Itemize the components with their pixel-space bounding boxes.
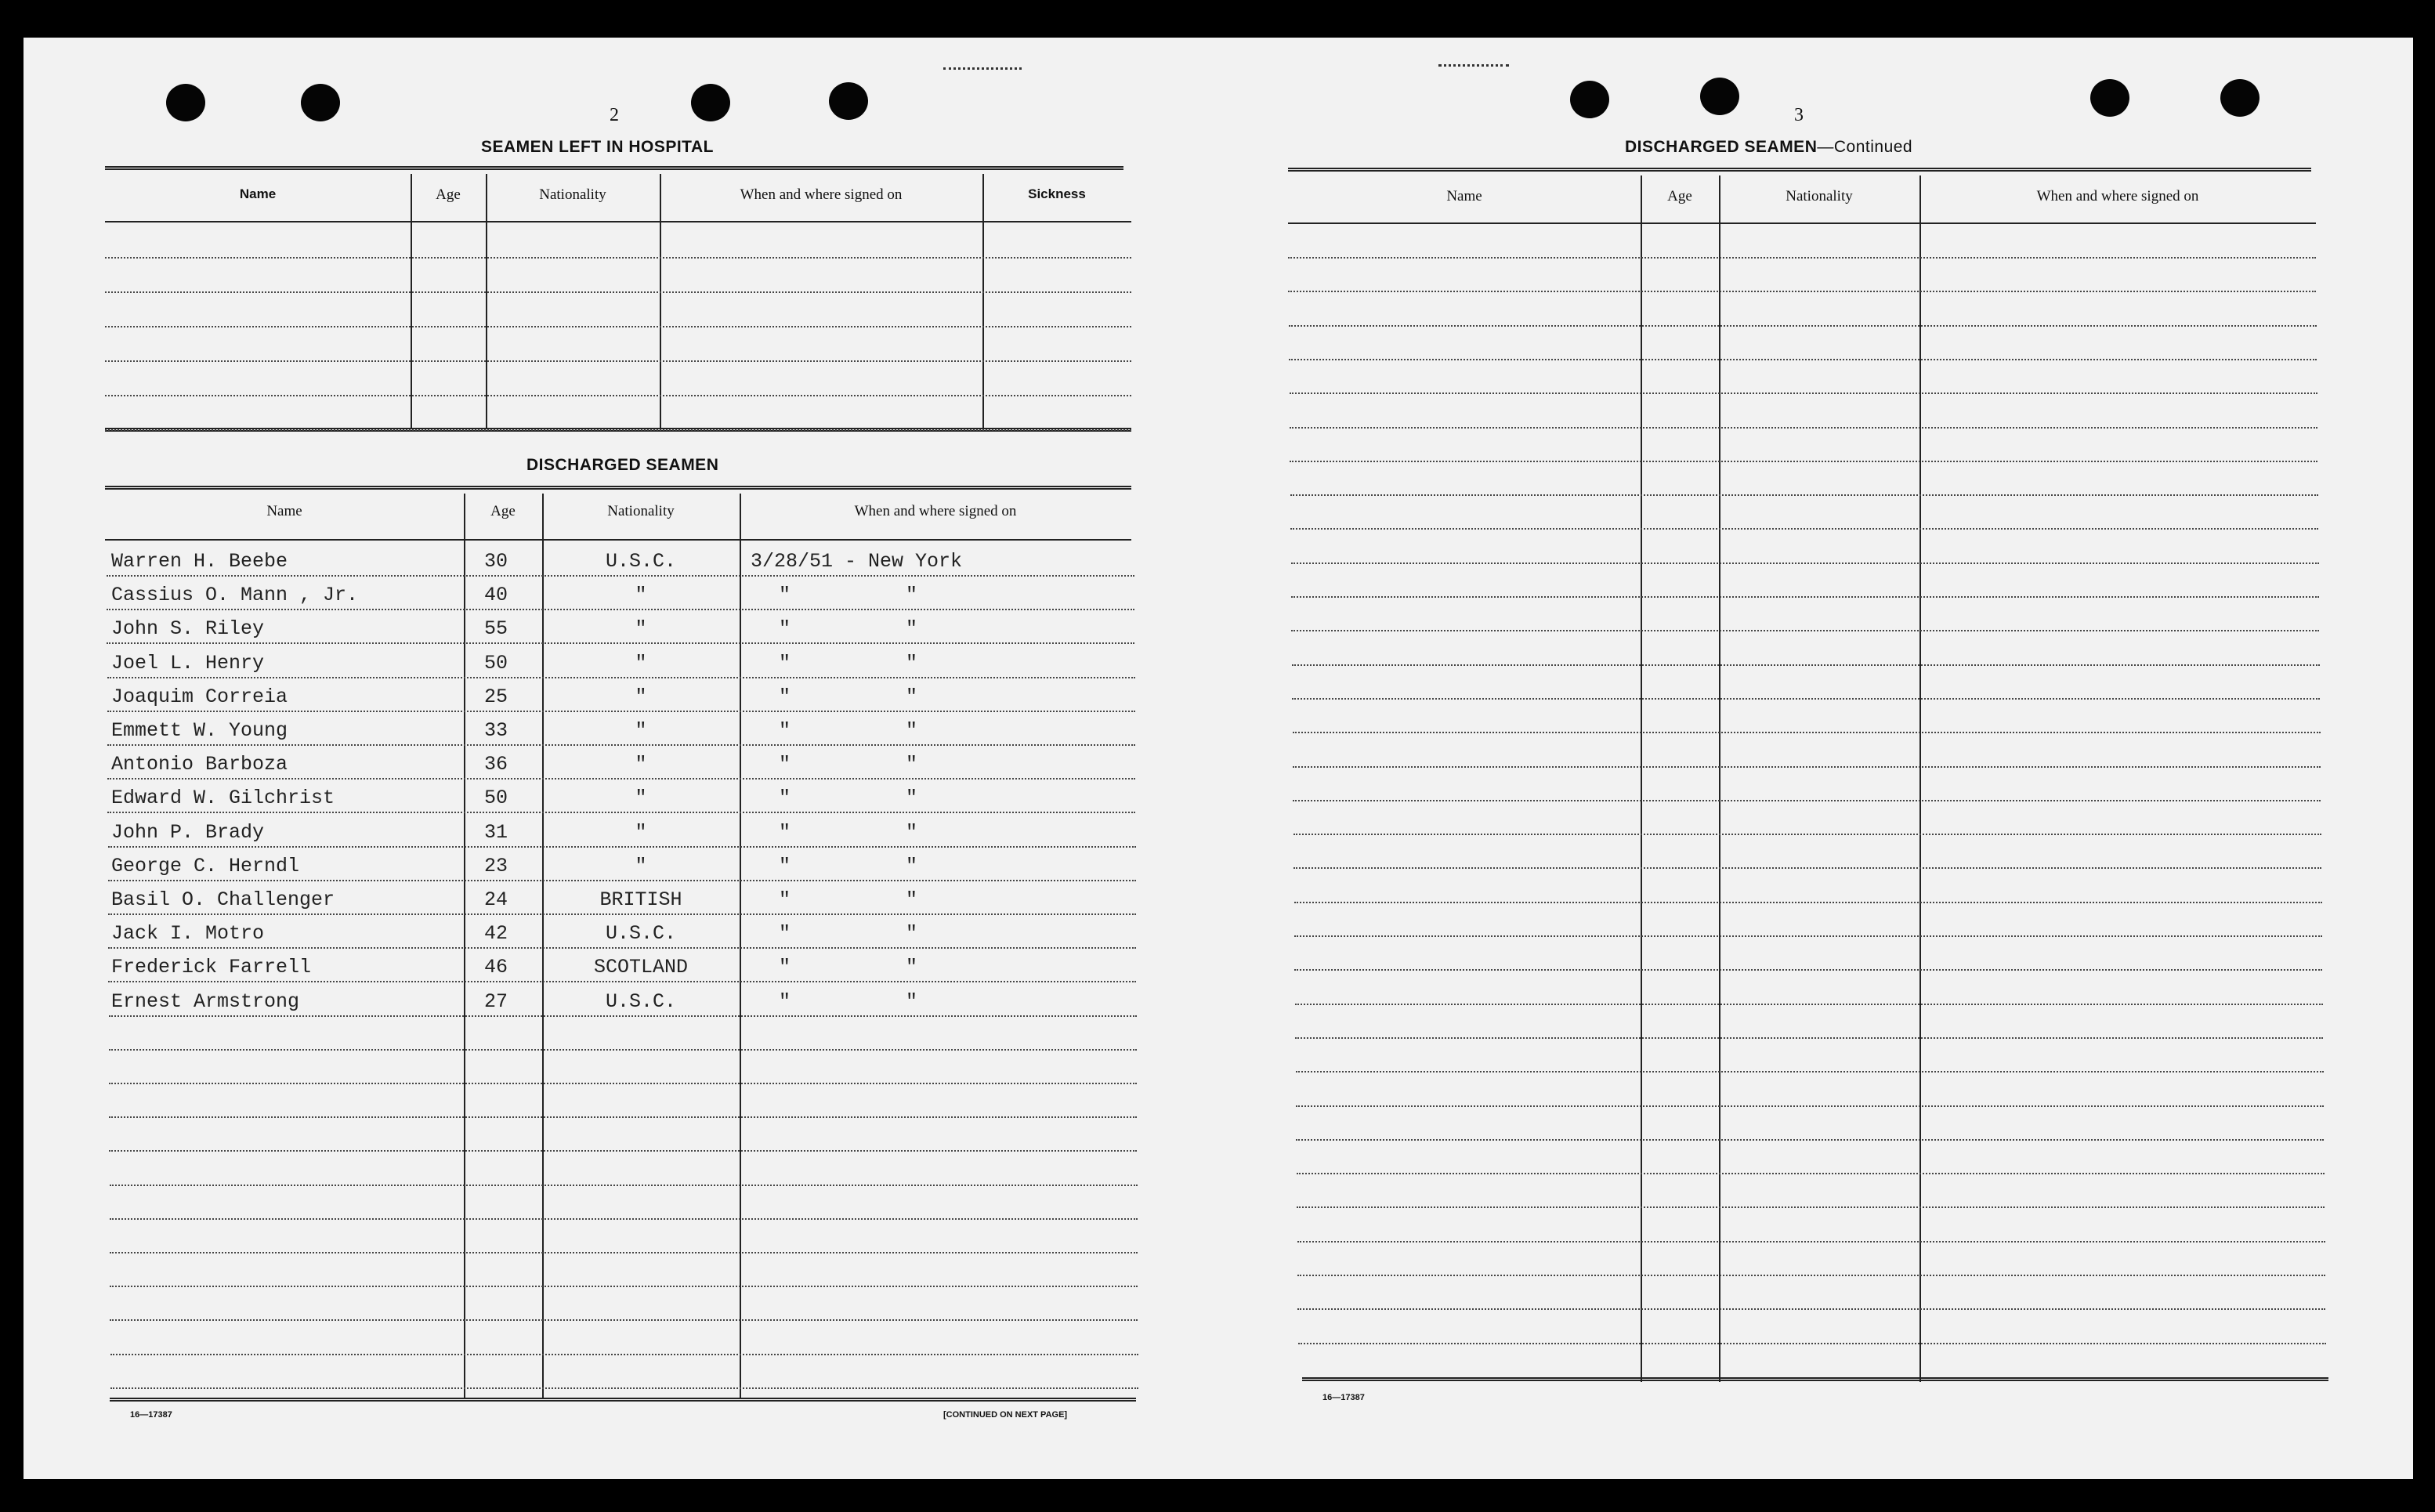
column-header-age: Age	[1667, 188, 1692, 204]
cell-date: "	[779, 685, 791, 708]
scan-mark	[1438, 64, 1509, 67]
cell-name: John S. Riley	[111, 617, 265, 640]
cell-name: Ernest Armstrong	[111, 990, 300, 1013]
cell-age: 23	[484, 855, 508, 877]
row-rule	[110, 1218, 1138, 1220]
column-divider	[464, 494, 465, 1398]
column-header-name: Name	[266, 503, 302, 519]
cell-date: "	[779, 584, 791, 606]
cell-place: "	[906, 617, 918, 640]
header-rule	[105, 539, 1131, 541]
row-rule	[110, 1252, 1138, 1253]
section-title-suffix: —Continued	[1817, 138, 1913, 156]
punch-hole	[166, 84, 205, 121]
row-rule	[105, 395, 1131, 396]
cell-nationality: "	[635, 753, 647, 776]
cell-name: George C. Herndl	[111, 855, 300, 877]
cell-date: "	[779, 888, 791, 911]
row-rule	[107, 744, 1135, 746]
row-rule	[1290, 461, 2317, 462]
row-rule	[110, 1319, 1138, 1321]
punch-hole	[829, 82, 868, 120]
row-rule	[109, 1049, 1137, 1051]
hospital-section-title: SEAMEN LEFT IN HOSPITAL	[481, 138, 714, 156]
column-header-nationality: Nationality	[607, 503, 675, 519]
cell-date: "	[779, 821, 791, 844]
row-rule	[1292, 698, 2320, 700]
cell-nationality: "	[635, 821, 647, 844]
row-rule	[1295, 1037, 2323, 1039]
row-rule	[1298, 1343, 2326, 1344]
cell-name: Basil O. Challenger	[111, 888, 335, 911]
punch-hole	[301, 84, 340, 121]
row-rule	[1297, 1275, 2325, 1276]
row-rule	[1293, 766, 2321, 768]
cell-name: Warren H. Beebe	[111, 550, 288, 573]
row-rule	[107, 711, 1135, 712]
cell-place: "	[906, 584, 918, 606]
row-rule	[109, 1083, 1137, 1084]
cell-date: "	[779, 990, 791, 1013]
row-rule	[1290, 494, 2318, 496]
cell-nationality: "	[635, 685, 647, 708]
row-rule	[1289, 359, 2317, 360]
cell-age: 40	[484, 584, 508, 606]
row-rule	[105, 429, 1131, 431]
column-divider	[1719, 175, 1720, 1382]
cell-name: Edward W. Gilchrist	[111, 787, 335, 809]
page-number: 2	[610, 105, 619, 125]
table-top-rule	[105, 166, 1123, 170]
column-divider	[1919, 175, 1921, 1382]
section-title-text: DISCHARGED SEAMEN	[1625, 138, 1818, 156]
row-rule	[1293, 732, 2321, 733]
cell-nationality: "	[635, 719, 647, 742]
row-rule	[105, 360, 1131, 362]
cell-place: "	[906, 685, 918, 708]
column-divider	[740, 494, 741, 1398]
row-rule	[1296, 1071, 2324, 1073]
row-rule	[1293, 834, 2321, 835]
cell-date: "	[779, 855, 791, 877]
row-rule	[109, 1015, 1137, 1017]
row-rule	[105, 257, 1131, 259]
column-header-age: Age	[436, 186, 461, 203]
cell-age: 33	[484, 719, 508, 742]
row-rule	[1289, 325, 2317, 327]
continued-section-title	[1625, 138, 1912, 157]
cell-name: Emmett W. Young	[111, 719, 288, 742]
column-header-nationality: Nationality	[539, 186, 606, 203]
cell-date: "	[779, 719, 791, 742]
row-rule	[1294, 935, 2322, 937]
cell-place: "	[906, 753, 918, 776]
row-rule	[107, 642, 1134, 644]
row-rule	[109, 1150, 1137, 1152]
punch-hole	[2090, 79, 2129, 117]
cell-name: Joaquim Correia	[111, 685, 288, 708]
cell-age: 46	[484, 956, 508, 978]
row-rule	[1297, 1206, 2325, 1208]
cell-date: "	[779, 753, 791, 776]
row-rule	[108, 981, 1136, 982]
cell-nationality: BRITISH	[599, 888, 682, 911]
column-header-name: Name	[1446, 188, 1482, 204]
cell-age: 30	[484, 550, 508, 573]
row-rule	[1291, 562, 2319, 564]
cell-name: Cassius O. Mann , Jr.	[111, 584, 359, 606]
discharged-section-title: DISCHARGED SEAMEN	[526, 456, 719, 474]
cell-nationality: U.S.C.	[605, 922, 676, 945]
cell-date: "	[779, 652, 791, 675]
cell-nationality: "	[635, 787, 647, 809]
row-rule	[1295, 1004, 2323, 1005]
column-header-name: Name	[239, 186, 277, 201]
row-rule	[110, 1185, 1138, 1186]
punch-hole	[1570, 81, 1609, 118]
cell-date: "	[779, 617, 791, 640]
row-rule	[1294, 969, 2322, 971]
cell-place: "	[906, 719, 918, 742]
column-header-sickness: Sickness	[1028, 186, 1086, 201]
row-rule	[1288, 257, 2316, 259]
cell-name: Antonio Barboza	[111, 753, 288, 776]
cell-age: 55	[484, 617, 508, 640]
table-top-rule	[1288, 168, 2311, 172]
cell-nationality: "	[635, 617, 647, 640]
cell-age: 42	[484, 922, 508, 945]
document-sheet	[24, 38, 2413, 1479]
row-rule	[110, 1387, 1138, 1389]
column-divider	[486, 174, 487, 429]
row-rule	[1297, 1173, 2325, 1174]
row-rule	[107, 575, 1134, 577]
column-header-age: Age	[490, 503, 516, 519]
cell-age: 50	[484, 787, 508, 809]
row-rule	[1294, 902, 2322, 903]
row-rule	[1290, 427, 2317, 429]
table-top-rule	[105, 486, 1131, 490]
row-rule	[1297, 1241, 2325, 1243]
row-rule	[108, 880, 1136, 881]
cell-date: "	[779, 956, 791, 978]
row-rule	[107, 778, 1135, 780]
cell-name: Joel L. Henry	[111, 652, 265, 675]
row-rule	[105, 326, 1131, 327]
row-rule	[107, 609, 1134, 610]
cell-age: 36	[484, 753, 508, 776]
column-header-nationality: Nationality	[1786, 188, 1853, 204]
cell-age: 27	[484, 990, 508, 1013]
row-rule	[1288, 291, 2316, 292]
cell-place: "	[906, 990, 918, 1013]
cell-age: 24	[484, 888, 508, 911]
cell-name: Frederick Farrell	[111, 956, 312, 978]
cell-place: "	[906, 821, 918, 844]
scan-mark	[943, 67, 1022, 70]
form-number: 16—17387	[1322, 1393, 1365, 1402]
row-rule	[1291, 630, 2319, 631]
cell-nationality: "	[635, 652, 647, 675]
column-divider	[1641, 175, 1642, 1382]
cell-place: "	[906, 922, 918, 945]
cell-name: Jack I. Motro	[111, 922, 265, 945]
punch-hole	[691, 84, 730, 121]
row-rule	[1290, 528, 2318, 530]
row-rule	[1290, 392, 2317, 394]
cell-nationality: U.S.C.	[605, 550, 676, 573]
cell-date: 3/28/51 - New York	[751, 550, 963, 573]
row-rule	[108, 846, 1136, 848]
punch-hole	[2220, 79, 2260, 117]
column-header-signed-on: When and where signed on	[740, 186, 903, 203]
continued-note: [CONTINUED ON NEXT PAGE]	[943, 1410, 1068, 1420]
cell-nationality: "	[635, 584, 647, 606]
cell-age: 25	[484, 685, 508, 708]
row-rule	[110, 1354, 1138, 1355]
cell-place: "	[906, 956, 918, 978]
row-rule	[110, 1286, 1138, 1287]
cell-nationality: U.S.C.	[605, 990, 676, 1013]
table-bottom-rule	[110, 1398, 1136, 1402]
header-rule	[1288, 222, 2316, 224]
cell-date: "	[779, 787, 791, 809]
cell-place: "	[906, 787, 918, 809]
row-rule	[1292, 664, 2320, 666]
row-rule	[1293, 800, 2321, 801]
header-rule	[105, 221, 1131, 222]
row-rule	[1297, 1308, 2325, 1310]
cell-place: "	[906, 888, 918, 911]
form-number: 16—17387	[130, 1410, 172, 1420]
row-rule	[108, 913, 1136, 915]
cell-nationality: "	[635, 855, 647, 877]
row-rule	[107, 677, 1135, 678]
row-rule	[108, 947, 1136, 949]
cell-date: "	[779, 922, 791, 945]
column-divider	[411, 174, 412, 429]
punch-hole	[1700, 78, 1739, 115]
page-number: 3	[1794, 105, 1804, 125]
table-bottom-rule	[1302, 1377, 2328, 1381]
column-divider	[982, 174, 984, 429]
cell-age: 31	[484, 821, 508, 844]
cell-place: "	[906, 652, 918, 675]
cell-age: 50	[484, 652, 508, 675]
cell-name: John P. Brady	[111, 821, 265, 844]
column-header-signed-on: When and where signed on	[2036, 188, 2199, 204]
row-rule	[1296, 1105, 2324, 1107]
row-rule	[1291, 596, 2319, 598]
row-rule	[1293, 867, 2321, 869]
row-rule	[1296, 1139, 2324, 1141]
cell-nationality: SCOTLAND	[593, 956, 689, 978]
row-rule	[109, 1116, 1137, 1118]
cell-place: "	[906, 855, 918, 877]
column-header-signed-on: When and where signed on	[854, 503, 1017, 519]
row-rule	[105, 291, 1131, 293]
row-rule	[107, 812, 1135, 813]
column-divider	[660, 174, 661, 429]
